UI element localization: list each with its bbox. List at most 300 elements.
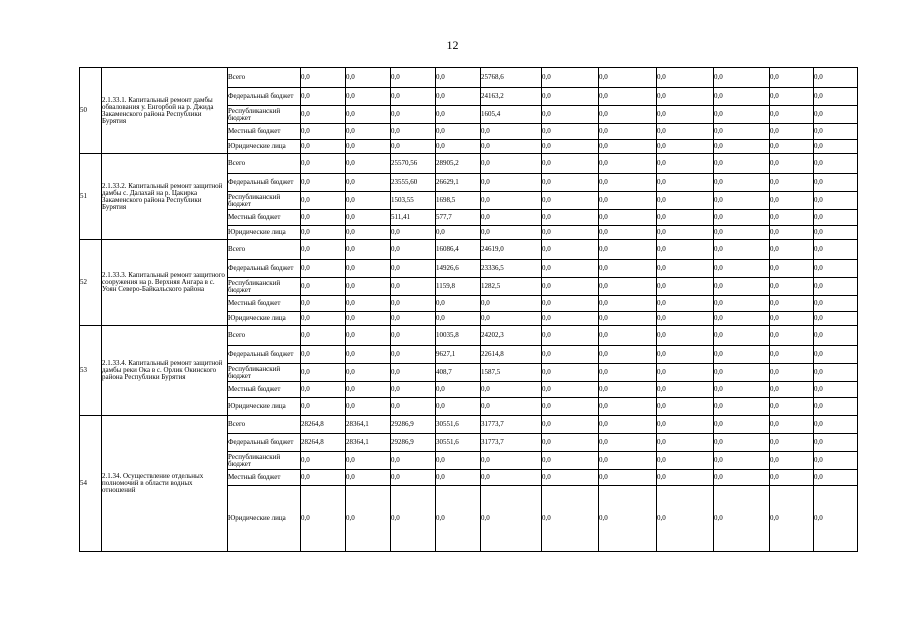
value-cell: 0,0: [657, 364, 714, 382]
value-cell: 0,0: [714, 416, 770, 434]
value-cell: 0,0: [814, 326, 858, 346]
value-cell: 0,0: [301, 106, 346, 124]
value-cell: 0,0: [346, 296, 391, 312]
value-cell: 0,0: [301, 296, 346, 312]
value-cell: 0,0: [481, 174, 542, 192]
value-cell: 0,0: [599, 486, 657, 552]
value-cell: 0,0: [481, 124, 542, 140]
value-cell: 0,0: [301, 210, 346, 226]
value-cell: 0,0: [770, 240, 814, 260]
value-cell: 0,0: [436, 226, 481, 240]
value-cell: 0,0: [657, 312, 714, 326]
value-cell: 0,0: [391, 346, 436, 364]
value-cell: 0,0: [542, 296, 599, 312]
value-cell: 10035,8: [436, 326, 481, 346]
value-cell: 16086,4: [436, 240, 481, 260]
value-cell: 0,0: [301, 174, 346, 192]
value-cell: 0,0: [657, 398, 714, 416]
value-cell: 0,0: [714, 364, 770, 382]
funding-source: Юридические лица: [228, 312, 301, 326]
value-cell: 0,0: [436, 68, 481, 88]
value-cell: 0,0: [542, 278, 599, 296]
value-cell: 0,0: [657, 434, 714, 452]
value-cell: 0,0: [770, 434, 814, 452]
value-cell: 24202,3: [481, 326, 542, 346]
value-cell: 0,0: [814, 210, 858, 226]
value-cell: 0,0: [599, 296, 657, 312]
value-cell: 0,0: [714, 226, 770, 240]
value-cell: 0,0: [436, 470, 481, 486]
value-cell: 0,0: [657, 470, 714, 486]
value-cell: 0,0: [346, 154, 391, 174]
value-cell: 0,0: [814, 278, 858, 296]
value-cell: 0,0: [391, 312, 436, 326]
value-cell: 0,0: [657, 416, 714, 434]
row-number: 50: [80, 68, 102, 154]
value-cell: 0,0: [714, 260, 770, 278]
value-cell: 0,0: [814, 154, 858, 174]
value-cell: 0,0: [436, 382, 481, 398]
value-cell: 0,0: [346, 174, 391, 192]
value-cell: 0,0: [391, 124, 436, 140]
funding-source: Всего: [228, 240, 301, 260]
value-cell: 0,0: [814, 68, 858, 88]
value-cell: 0,0: [599, 452, 657, 470]
row-number: 54: [80, 416, 102, 552]
value-cell: 0,0: [481, 452, 542, 470]
value-cell: 0,0: [770, 192, 814, 210]
value-cell: 0,0: [301, 260, 346, 278]
value-cell: 0,0: [770, 486, 814, 552]
value-cell: 0,0: [814, 470, 858, 486]
value-cell: 0,0: [346, 398, 391, 416]
value-cell: 0,0: [301, 326, 346, 346]
value-cell: 0,0: [599, 140, 657, 154]
value-cell: 0,0: [346, 312, 391, 326]
value-cell: 0,0: [657, 192, 714, 210]
value-cell: 0,0: [814, 486, 858, 552]
value-cell: 0,0: [481, 398, 542, 416]
table-row: [80, 326, 858, 346]
value-cell: 0,0: [770, 470, 814, 486]
value-cell: 0,0: [714, 398, 770, 416]
value-cell: 0,0: [481, 486, 542, 552]
value-cell: 0,0: [542, 210, 599, 226]
value-cell: 29286,9: [391, 416, 436, 434]
row-number: 51: [80, 154, 102, 240]
value-cell: 0,0: [770, 140, 814, 154]
value-cell: 1698,5: [436, 192, 481, 210]
value-cell: 0,0: [301, 88, 346, 106]
value-cell: 0,0: [657, 452, 714, 470]
value-cell: 0,0: [599, 240, 657, 260]
value-cell: 0,0: [542, 346, 599, 364]
value-cell: 0,0: [657, 296, 714, 312]
value-cell: 0,0: [814, 312, 858, 326]
value-cell: 0,0: [391, 398, 436, 416]
value-cell: 0,0: [599, 434, 657, 452]
value-cell: 0,0: [391, 382, 436, 398]
value-cell: 28264,8: [301, 434, 346, 452]
funding-source: Всего: [228, 326, 301, 346]
value-cell: 0,0: [301, 154, 346, 174]
value-cell: 0,0: [814, 382, 858, 398]
value-cell: 1503,55: [391, 192, 436, 210]
value-cell: 0,0: [814, 452, 858, 470]
row-number: 52: [80, 240, 102, 326]
value-cell: 0,0: [714, 346, 770, 364]
value-cell: 0,0: [346, 106, 391, 124]
value-cell: 0,0: [770, 226, 814, 240]
funding-source: Юридические лица: [228, 226, 301, 240]
funding-source: Республиканский бюджет: [228, 192, 301, 210]
value-cell: 0,0: [346, 470, 391, 486]
value-cell: 29286,9: [391, 434, 436, 452]
value-cell: 23555,60: [391, 174, 436, 192]
value-cell: 0,0: [391, 296, 436, 312]
funding-source: Местный бюджет: [228, 382, 301, 398]
value-cell: 0,0: [436, 398, 481, 416]
value-cell: 0,0: [714, 192, 770, 210]
value-cell: 0,0: [542, 364, 599, 382]
funding-source: Федеральный бюджет: [228, 88, 301, 106]
value-cell: 0,0: [391, 68, 436, 88]
measure-name: 2.1.33.3. Капитальный ремонт защитного сооружения на р. Верхняя Ангара в с. Уоян Северо-Байкальского района: [102, 240, 228, 326]
value-cell: 14926,6: [436, 260, 481, 278]
value-cell: 0,0: [301, 382, 346, 398]
funding-source: Республиканский бюджет: [228, 278, 301, 296]
funding-source: Всего: [228, 68, 301, 88]
value-cell: 0,0: [301, 452, 346, 470]
value-cell: 0,0: [301, 346, 346, 364]
value-cell: 0,0: [714, 140, 770, 154]
funding-source: Всего: [228, 416, 301, 434]
value-cell: 0,0: [770, 416, 814, 434]
value-cell: 0,0: [346, 88, 391, 106]
value-cell: 511,41: [391, 210, 436, 226]
value-cell: 0,0: [599, 106, 657, 124]
value-cell: 0,0: [301, 470, 346, 486]
value-cell: 0,0: [436, 88, 481, 106]
value-cell: 0,0: [346, 326, 391, 346]
value-cell: 0,0: [542, 260, 599, 278]
value-cell: 0,0: [599, 124, 657, 140]
value-cell: 0,0: [481, 382, 542, 398]
value-cell: 0,0: [714, 452, 770, 470]
value-cell: 0,0: [814, 226, 858, 240]
value-cell: 0,0: [714, 382, 770, 398]
value-cell: 0,0: [542, 68, 599, 88]
value-cell: 0,0: [391, 106, 436, 124]
value-cell: 0,0: [657, 174, 714, 192]
value-cell: 0,0: [657, 278, 714, 296]
value-cell: 0,0: [770, 210, 814, 226]
value-cell: 0,0: [542, 416, 599, 434]
value-cell: 0,0: [814, 434, 858, 452]
value-cell: 0,0: [481, 312, 542, 326]
value-cell: 0,0: [770, 398, 814, 416]
value-cell: 0,0: [770, 124, 814, 140]
value-cell: 0,0: [770, 68, 814, 88]
value-cell: 0,0: [814, 416, 858, 434]
value-cell: 0,0: [714, 486, 770, 552]
value-cell: 0,0: [814, 296, 858, 312]
value-cell: 0,0: [814, 140, 858, 154]
funding-source: Федеральный бюджет: [228, 174, 301, 192]
value-cell: 0,0: [391, 452, 436, 470]
value-cell: 0,0: [770, 296, 814, 312]
table-row: [80, 240, 858, 260]
value-cell: 0,0: [391, 470, 436, 486]
value-cell: 24163,2: [481, 88, 542, 106]
value-cell: 0,0: [714, 210, 770, 226]
value-cell: 0,0: [542, 124, 599, 140]
value-cell: 0,0: [714, 154, 770, 174]
value-cell: 0,0: [301, 226, 346, 240]
value-cell: 0,0: [714, 88, 770, 106]
value-cell: 0,0: [770, 106, 814, 124]
value-cell: 0,0: [301, 192, 346, 210]
value-cell: 0,0: [391, 226, 436, 240]
value-cell: 0,0: [346, 68, 391, 88]
row-number: 53: [80, 326, 102, 416]
value-cell: 1605,4: [481, 106, 542, 124]
value-cell: 0,0: [770, 260, 814, 278]
funding-source: Юридические лица: [228, 486, 301, 552]
measure-name: 2.1.33.4. Капитальный ремонт защитной дамбы реки Ока в с. Орлик Окинского района Республики Бурятия: [102, 326, 228, 416]
table-row: [80, 416, 858, 434]
value-cell: 0,0: [481, 296, 542, 312]
value-cell: 0,0: [436, 452, 481, 470]
value-cell: 0,0: [814, 192, 858, 210]
value-cell: 0,0: [346, 240, 391, 260]
value-cell: 26629,1: [436, 174, 481, 192]
value-cell: 0,0: [814, 398, 858, 416]
value-cell: 0,0: [481, 154, 542, 174]
value-cell: 28264,8: [301, 416, 346, 434]
value-cell: 0,0: [599, 68, 657, 88]
value-cell: 0,0: [599, 312, 657, 326]
value-cell: 0,0: [814, 174, 858, 192]
value-cell: 0,0: [814, 364, 858, 382]
table-row: [80, 154, 858, 174]
value-cell: 0,0: [301, 124, 346, 140]
value-cell: 0,0: [436, 124, 481, 140]
value-cell: 0,0: [391, 240, 436, 260]
value-cell: 0,0: [391, 326, 436, 346]
value-cell: 1587,5: [481, 364, 542, 382]
value-cell: 0,0: [657, 210, 714, 226]
value-cell: 0,0: [346, 382, 391, 398]
value-cell: 0,0: [301, 312, 346, 326]
value-cell: 1159,8: [436, 278, 481, 296]
value-cell: 0,0: [542, 88, 599, 106]
value-cell: 0,0: [657, 154, 714, 174]
value-cell: 0,0: [599, 88, 657, 106]
value-cell: 0,0: [657, 124, 714, 140]
value-cell: 0,0: [346, 260, 391, 278]
value-cell: 0,0: [542, 140, 599, 154]
value-cell: 0,0: [657, 382, 714, 398]
table-row: [80, 68, 858, 88]
value-cell: 0,0: [770, 364, 814, 382]
value-cell: 0,0: [714, 296, 770, 312]
value-cell: 0,0: [770, 312, 814, 326]
value-cell: 0,0: [542, 398, 599, 416]
value-cell: 0,0: [599, 278, 657, 296]
value-cell: 0,0: [481, 470, 542, 486]
value-cell: 0,0: [346, 364, 391, 382]
value-cell: 0,0: [770, 278, 814, 296]
value-cell: 0,0: [391, 486, 436, 552]
value-cell: 0,0: [542, 226, 599, 240]
measure-name: 2.1.33.2. Капитальный ремонт защитной дамбы с. Далахай на р. Цакирка Закаменского района Республики Бурятия: [102, 154, 228, 240]
value-cell: 0,0: [599, 154, 657, 174]
value-cell: 0,0: [542, 382, 599, 398]
page-number: 12: [446, 38, 459, 52]
value-cell: 0,0: [814, 124, 858, 140]
value-cell: 0,0: [770, 452, 814, 470]
value-cell: 0,0: [542, 486, 599, 552]
value-cell: 0,0: [714, 312, 770, 326]
funding-source: Юридические лица: [228, 140, 301, 154]
value-cell: 25768,6: [481, 68, 542, 88]
value-cell: 0,0: [542, 312, 599, 326]
value-cell: 0,0: [714, 68, 770, 88]
value-cell: 0,0: [770, 326, 814, 346]
value-cell: 30551,6: [436, 434, 481, 452]
value-cell: 0,0: [714, 124, 770, 140]
value-cell: 0,0: [770, 346, 814, 364]
value-cell: 22614,8: [481, 346, 542, 364]
value-cell: 0,0: [814, 240, 858, 260]
value-cell: 577,7: [436, 210, 481, 226]
value-cell: 0,0: [814, 346, 858, 364]
value-cell: 0,0: [481, 226, 542, 240]
value-cell: 0,0: [599, 416, 657, 434]
value-cell: 0,0: [814, 106, 858, 124]
value-cell: 0,0: [542, 326, 599, 346]
value-cell: 0,0: [770, 88, 814, 106]
value-cell: 0,0: [301, 364, 346, 382]
value-cell: 0,0: [714, 174, 770, 192]
value-cell: 0,0: [301, 140, 346, 154]
value-cell: 0,0: [542, 470, 599, 486]
value-cell: 0,0: [346, 452, 391, 470]
value-cell: 0,0: [657, 88, 714, 106]
value-cell: 0,0: [301, 240, 346, 260]
value-cell: 0,0: [436, 106, 481, 124]
funding-source: Федеральный бюджет: [228, 260, 301, 278]
budget-table: [79, 67, 858, 552]
value-cell: 0,0: [657, 326, 714, 346]
funding-source: Республиканский бюджет: [228, 452, 301, 470]
value-cell: 0,0: [346, 226, 391, 240]
funding-source: Всего: [228, 154, 301, 174]
measure-name: 2.1.34. Осуществление отдельных полномочий в области водных отношений: [102, 416, 228, 552]
value-cell: 0,0: [714, 434, 770, 452]
value-cell: 0,0: [770, 154, 814, 174]
value-cell: 0,0: [301, 486, 346, 552]
value-cell: 0,0: [436, 312, 481, 326]
value-cell: 0,0: [391, 140, 436, 154]
value-cell: 31773,7: [481, 434, 542, 452]
value-cell: 28364,1: [346, 434, 391, 452]
value-cell: 0,0: [301, 68, 346, 88]
value-cell: 0,0: [599, 226, 657, 240]
value-cell: 0,0: [481, 210, 542, 226]
funding-source: Республиканский бюджет: [228, 106, 301, 124]
value-cell: 0,0: [770, 174, 814, 192]
value-cell: 0,0: [346, 346, 391, 364]
value-cell: 0,0: [657, 346, 714, 364]
value-cell: 0,0: [599, 382, 657, 398]
value-cell: 0,0: [599, 210, 657, 226]
value-cell: 0,0: [599, 398, 657, 416]
value-cell: 0,0: [346, 124, 391, 140]
funding-source: Юридические лица: [228, 398, 301, 416]
value-cell: 0,0: [346, 140, 391, 154]
value-cell: 0,0: [391, 88, 436, 106]
funding-source: Федеральный бюджет: [228, 346, 301, 364]
value-cell: 0,0: [814, 88, 858, 106]
value-cell: 0,0: [657, 240, 714, 260]
measure-name: 2.1.33.1. Капитальный ремонт дамбы обвалования у. Енгорбой на р. Джида Закаменского района Республики Бурятия: [102, 68, 228, 154]
funding-source: Республиканский бюджет: [228, 364, 301, 382]
value-cell: 0,0: [436, 296, 481, 312]
value-cell: 0,0: [657, 106, 714, 124]
value-cell: 24619,0: [481, 240, 542, 260]
value-cell: 0,0: [599, 192, 657, 210]
value-cell: 28905,2: [436, 154, 481, 174]
value-cell: 0,0: [301, 398, 346, 416]
value-cell: 0,0: [346, 210, 391, 226]
value-cell: 1282,5: [481, 278, 542, 296]
value-cell: 0,0: [542, 192, 599, 210]
value-cell: 28364,1: [346, 416, 391, 434]
value-cell: 0,0: [542, 434, 599, 452]
value-cell: 0,0: [542, 240, 599, 260]
value-cell: 0,0: [714, 326, 770, 346]
value-cell: 0,0: [346, 278, 391, 296]
value-cell: 0,0: [542, 174, 599, 192]
value-cell: 0,0: [346, 192, 391, 210]
value-cell: 23336,5: [481, 260, 542, 278]
value-cell: 0,0: [436, 140, 481, 154]
value-cell: 0,0: [599, 346, 657, 364]
value-cell: 0,0: [714, 470, 770, 486]
value-cell: 0,0: [657, 140, 714, 154]
value-cell: 0,0: [714, 278, 770, 296]
funding-source: Федеральный бюджет: [228, 434, 301, 452]
value-cell: 0,0: [814, 260, 858, 278]
value-cell: 0,0: [657, 486, 714, 552]
value-cell: 0,0: [714, 106, 770, 124]
value-cell: 0,0: [481, 192, 542, 210]
value-cell: 0,0: [657, 226, 714, 240]
value-cell: 0,0: [346, 486, 391, 552]
value-cell: 0,0: [542, 452, 599, 470]
funding-source: Местный бюджет: [228, 210, 301, 226]
value-cell: 0,0: [391, 278, 436, 296]
value-cell: 0,0: [391, 364, 436, 382]
value-cell: 0,0: [301, 278, 346, 296]
value-cell: 0,0: [542, 106, 599, 124]
value-cell: 0,0: [599, 470, 657, 486]
value-cell: 0,0: [714, 240, 770, 260]
funding-source: Местный бюджет: [228, 124, 301, 140]
value-cell: 0,0: [599, 260, 657, 278]
